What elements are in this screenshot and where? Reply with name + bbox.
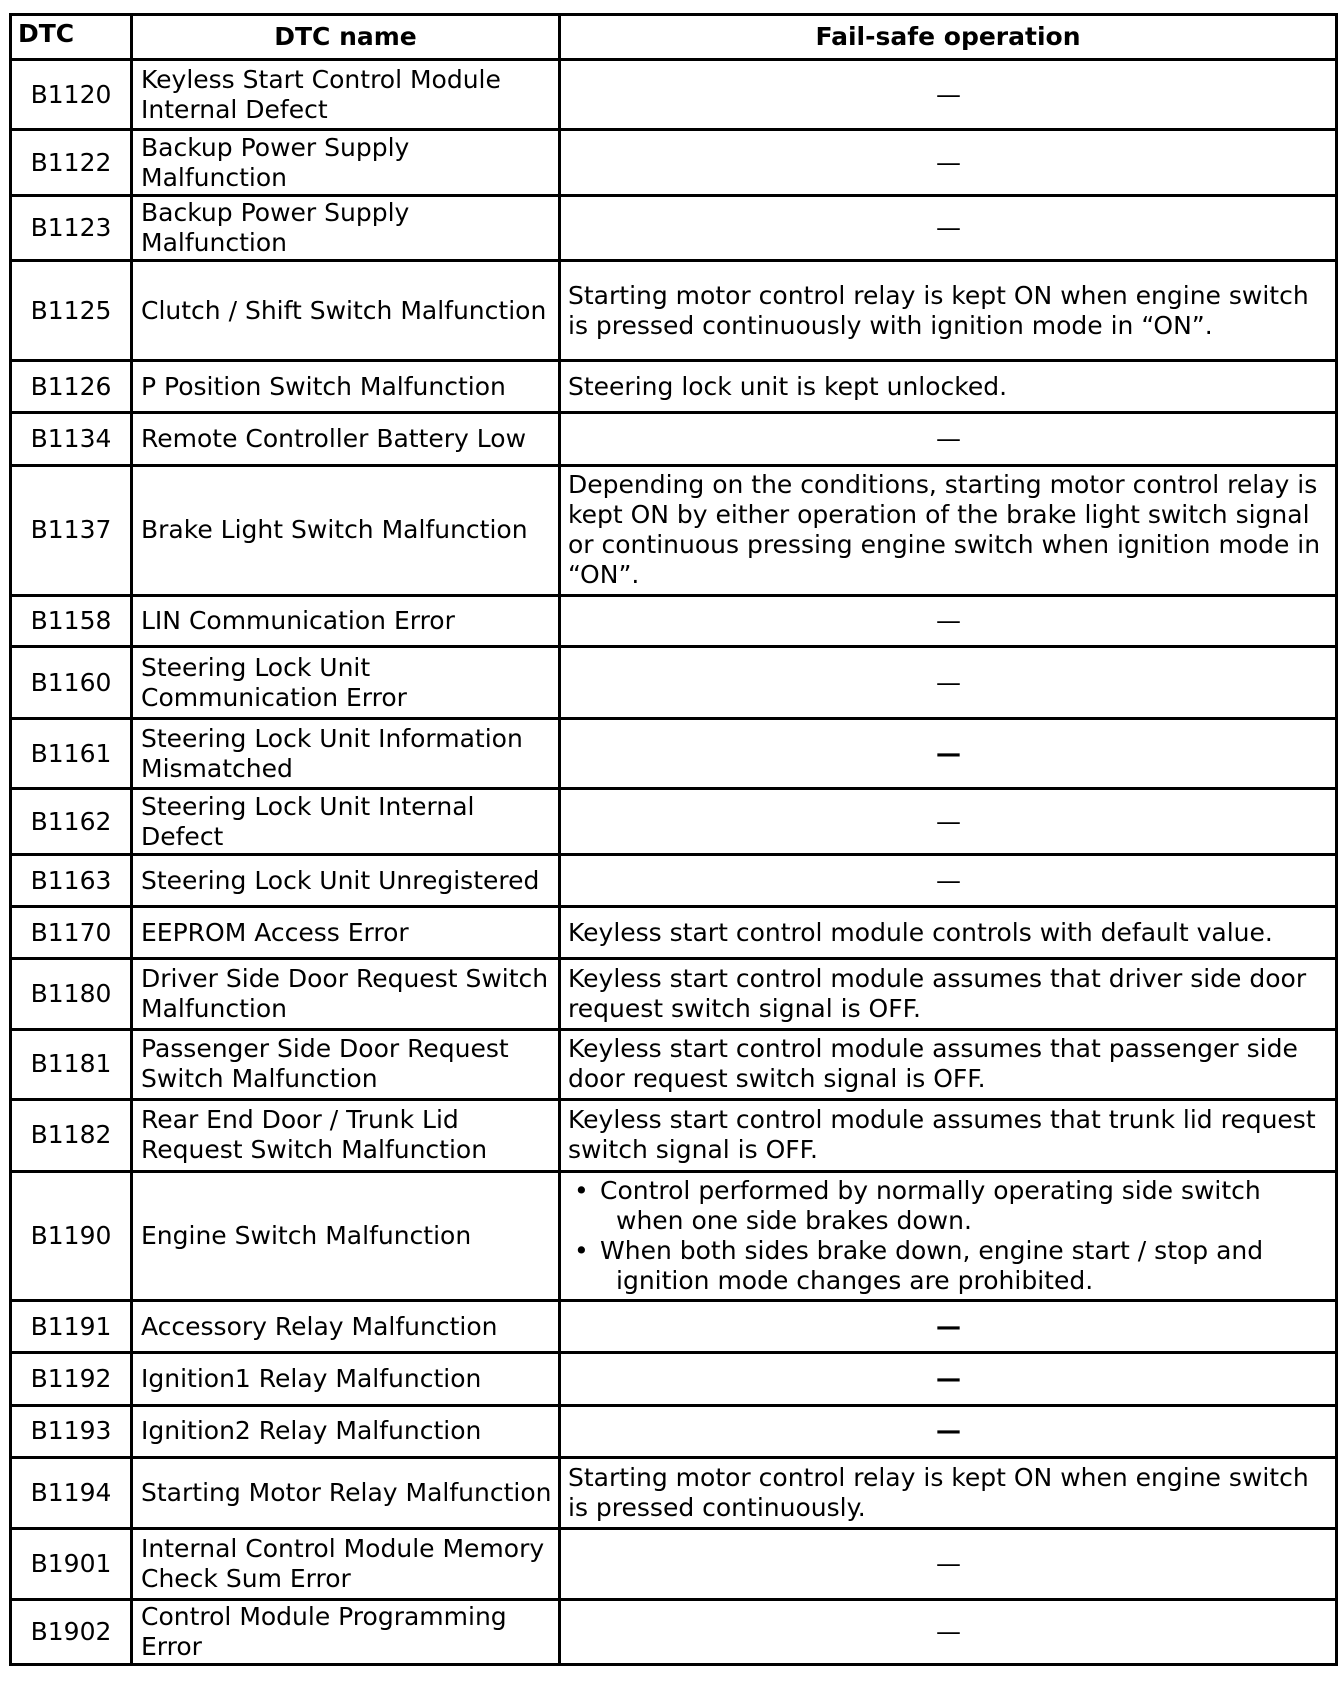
failsafe-operation: — [560, 647, 1337, 718]
table-row [11, 1171, 1337, 1301]
dtc-code: B1182 [11, 1100, 132, 1171]
table-row [11, 130, 1337, 195]
failsafe-list-text: When both sides brake down, engine start / stop and ignition mode changes are prohibited. [600, 1235, 1264, 1295]
dtc-code: B1181 [11, 1029, 132, 1099]
dtc-failsafe-table [9, 13, 1338, 1666]
dtc-code: B1158 [11, 595, 132, 647]
table-row [11, 959, 1337, 1029]
dtc-code: B1191 [11, 1301, 132, 1353]
failsafe-operation: — [560, 60, 1337, 130]
dtc-name: Steering Lock Unit Communication Error [132, 647, 560, 718]
bullet-icon: • [574, 1235, 589, 1265]
table-row [11, 647, 1337, 718]
dtc-name: Rear End Door / Trunk Lid Request Switch Malfunction [132, 1100, 560, 1171]
dtc-code: B1194 [11, 1457, 132, 1528]
failsafe-operation [560, 1171, 1337, 1301]
failsafe-operation: — [560, 718, 1337, 788]
table-row [11, 361, 1337, 413]
dtc-code: B1163 [11, 854, 132, 907]
header-row [11, 15, 1337, 60]
dtc-name: Clutch / Shift Switch Malfunction [132, 260, 560, 361]
table-row [11, 195, 1337, 260]
failsafe-list [568, 1176, 1329, 1296]
dtc-name: EEPROM Access Error [132, 907, 560, 959]
failsafe-operation: — [560, 130, 1337, 195]
dtc-code: B1123 [11, 195, 132, 260]
dtc-name: Starting Motor Relay Malfunction [132, 1457, 560, 1528]
failsafe-operation: — [560, 413, 1337, 466]
table-row [11, 1352, 1337, 1405]
failsafe-operation: Starting motor control relay is kept ON when engine switch is pressed continuously. [560, 1457, 1337, 1528]
failsafe-operation: — [560, 1301, 1337, 1353]
failsafe-operation: Depending on the conditions, starting motor control relay is kept ON by either operation of the brake light switch signal or continuous pressing engine switch when ignition mode in “ON”. [560, 466, 1337, 596]
table-row [11, 260, 1337, 361]
dtc-code: B1161 [11, 718, 132, 788]
failsafe-operation: — [560, 1352, 1337, 1405]
dtc-code: B1902 [11, 1599, 132, 1664]
table-row [11, 1529, 1337, 1599]
dtc-name: Passenger Side Door Request Switch Malfunction [132, 1029, 560, 1099]
failsafe-operation: — [560, 789, 1337, 854]
failsafe-operation: Keyless start control module assumes that passenger side door request switch signal is OFF. [560, 1029, 1337, 1099]
dtc-code: B1160 [11, 647, 132, 718]
dtc-name: Internal Control Module Memory Check Sum Error [132, 1529, 560, 1599]
table-row [11, 907, 1337, 959]
dtc-code: B1901 [11, 1529, 132, 1599]
dtc-code: B1125 [11, 260, 132, 361]
dtc-name: Engine Switch Malfunction [132, 1171, 560, 1301]
dtc-name: Ignition2 Relay Malfunction [132, 1405, 560, 1457]
failsafe-list-item [568, 1176, 1329, 1236]
header-failsafe: Fail-safe operation [560, 15, 1337, 60]
dtc-name: Remote Controller Battery Low [132, 413, 560, 466]
dtc-code: B1193 [11, 1405, 132, 1457]
failsafe-operation: Keyless start control module controls with default value. [560, 907, 1337, 959]
dtc-name: P Position Switch Malfunction [132, 361, 560, 413]
dtc-code: B1190 [11, 1171, 132, 1301]
dtc-code: B1192 [11, 1352, 132, 1405]
dtc-code: B1134 [11, 413, 132, 466]
dtc-code: B1180 [11, 959, 132, 1029]
table-row [11, 789, 1337, 854]
dtc-name: LIN Communication Error [132, 595, 560, 647]
dtc-code: B1120 [11, 60, 132, 130]
table-row [11, 413, 1337, 466]
dtc-code: B1122 [11, 130, 132, 195]
failsafe-operation: Steering lock unit is kept unlocked. [560, 361, 1337, 413]
failsafe-operation: — [560, 1599, 1337, 1664]
failsafe-operation: Starting motor control relay is kept ON when engine switch is pressed continuously with ignition mode in “ON”. [560, 260, 1337, 361]
bullet-icon: • [574, 1175, 589, 1205]
table-row [11, 1301, 1337, 1353]
failsafe-operation: — [560, 854, 1337, 907]
failsafe-list-item [568, 1236, 1329, 1296]
table-row [11, 854, 1337, 907]
table-row [11, 1100, 1337, 1171]
failsafe-operation: — [560, 595, 1337, 647]
dtc-name: Backup Power Supply Malfunction [132, 195, 560, 260]
failsafe-operation: Keyless start control module assumes that driver side door request switch signal is OFF. [560, 959, 1337, 1029]
dtc-name: Keyless Start Control Module Internal Defect [132, 60, 560, 130]
dtc-name: Brake Light Switch Malfunction [132, 466, 560, 596]
header-dtc: DTC [11, 15, 132, 60]
table-row [11, 1457, 1337, 1528]
dtc-name: Accessory Relay Malfunction [132, 1301, 560, 1353]
dtc-name: Control Module Programming Error [132, 1599, 560, 1664]
failsafe-operation: — [560, 1529, 1337, 1599]
dtc-name: Steering Lock Unit Unregistered [132, 854, 560, 907]
dtc-name: Backup Power Supply Malfunction [132, 130, 560, 195]
table-row [11, 1405, 1337, 1457]
dtc-code: B1137 [11, 466, 132, 596]
table-row [11, 1029, 1337, 1099]
dtc-name: Ignition1 Relay Malfunction [132, 1352, 560, 1405]
dtc-name: Steering Lock Unit Information Mismatched [132, 718, 560, 788]
header-dtc-name: DTC name [132, 15, 560, 60]
dtc-code: B1126 [11, 361, 132, 413]
table-row [11, 1599, 1337, 1664]
failsafe-operation: — [560, 1405, 1337, 1457]
dtc-code: B1162 [11, 789, 132, 854]
failsafe-operation: — [560, 195, 1337, 260]
table-row [11, 466, 1337, 596]
failsafe-operation: Keyless start control module assumes that trunk lid request switch signal is OFF. [560, 1100, 1337, 1171]
dtc-code: B1170 [11, 907, 132, 959]
table-row [11, 718, 1337, 788]
dtc-name: Driver Side Door Request Switch Malfunction [132, 959, 560, 1029]
table-row [11, 60, 1337, 130]
table-row [11, 595, 1337, 647]
dtc-name: Steering Lock Unit Internal Defect [132, 789, 560, 854]
failsafe-list-text: Control performed by normally operating side switch when one side brakes down. [600, 1175, 1261, 1235]
